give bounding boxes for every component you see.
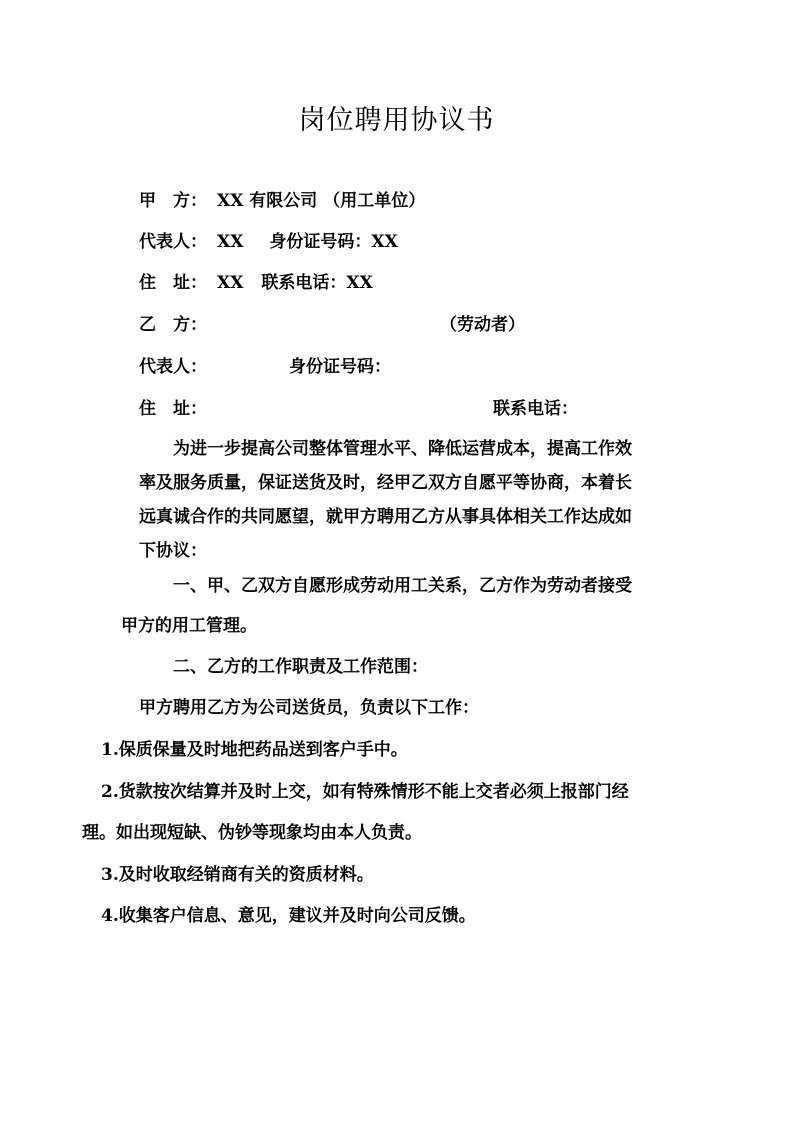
- party-a-line: [139, 189, 425, 213]
- intro-line-3: 远真诚合作的共同愿望，就甲方聘用乙方从事具体相关工作达成如: [139, 507, 632, 527]
- addr-a-label: 住 址：: [139, 273, 207, 293]
- addr-b-label: 住 址：: [139, 399, 207, 419]
- clause-2-intro: 甲方聘用乙方为公司送货员，负责以下工作：: [139, 698, 479, 718]
- rep-a-line: [139, 230, 398, 254]
- party-b-note: （劳动者）: [440, 315, 525, 335]
- intro-line-4: 下协议：: [139, 541, 207, 561]
- party-b-label: 乙 方：: [139, 315, 207, 335]
- rep-a-label: 代表人：: [139, 232, 207, 252]
- document-title: 岗位聘用协议书: [298, 105, 495, 136]
- rep-b-id-label: 身份证号码：: [289, 357, 391, 377]
- rep-a-id-label: 身份证号码：: [269, 232, 372, 252]
- intro-line-1: 为进一步提高公司整体管理水平、降低运营成本，提高工作效: [173, 439, 632, 459]
- clause-1-line-2: 甲方的用工管理。: [121, 616, 257, 636]
- clause-2-heading: 二、乙方的工作职责及工作范围：: [173, 657, 428, 677]
- intro-line-2: 率及服务质量，保证送货及时，经甲乙双方自愿平等协商，本着长: [139, 473, 632, 493]
- addr-b-phone-label: 联系电话：: [493, 399, 578, 419]
- addr-a-line: [139, 271, 373, 295]
- party-a-value: XX 有限公司 （用工单位）: [217, 191, 426, 211]
- clause-1-line-1: 一、甲、乙双方自愿形成劳动用工关系，乙方作为劳动者接受: [173, 576, 632, 596]
- rep-b-label: 代表人：: [139, 357, 207, 377]
- party-a-label: 甲 方：: [139, 191, 207, 211]
- clause-2-item-1: 1.保质保量及时地把药品送到客户手中。: [101, 740, 408, 760]
- clause-2-item-2-line-1: 2.货款按次结算并及时上交，如有特殊情形不能上交者必须上报部门经: [101, 782, 629, 802]
- addr-a-value: XX: [217, 273, 244, 293]
- addr-a-phone-label: 联系电话：: [261, 273, 347, 293]
- clause-2-item-4: 4.收集客户信息、意见，建议并及时向公司反馈。: [101, 906, 476, 926]
- addr-a-phone-value: XX: [346, 273, 373, 293]
- rep-a-id-value: XX: [371, 232, 398, 252]
- clause-2-item-2-line-2: 理。如出现短缺、伪钞等现象均由本人负责。: [82, 823, 422, 843]
- clause-2-item-3: 3.及时收取经销商有关的资质材料。: [101, 865, 374, 885]
- rep-a-name: XX: [217, 232, 244, 252]
